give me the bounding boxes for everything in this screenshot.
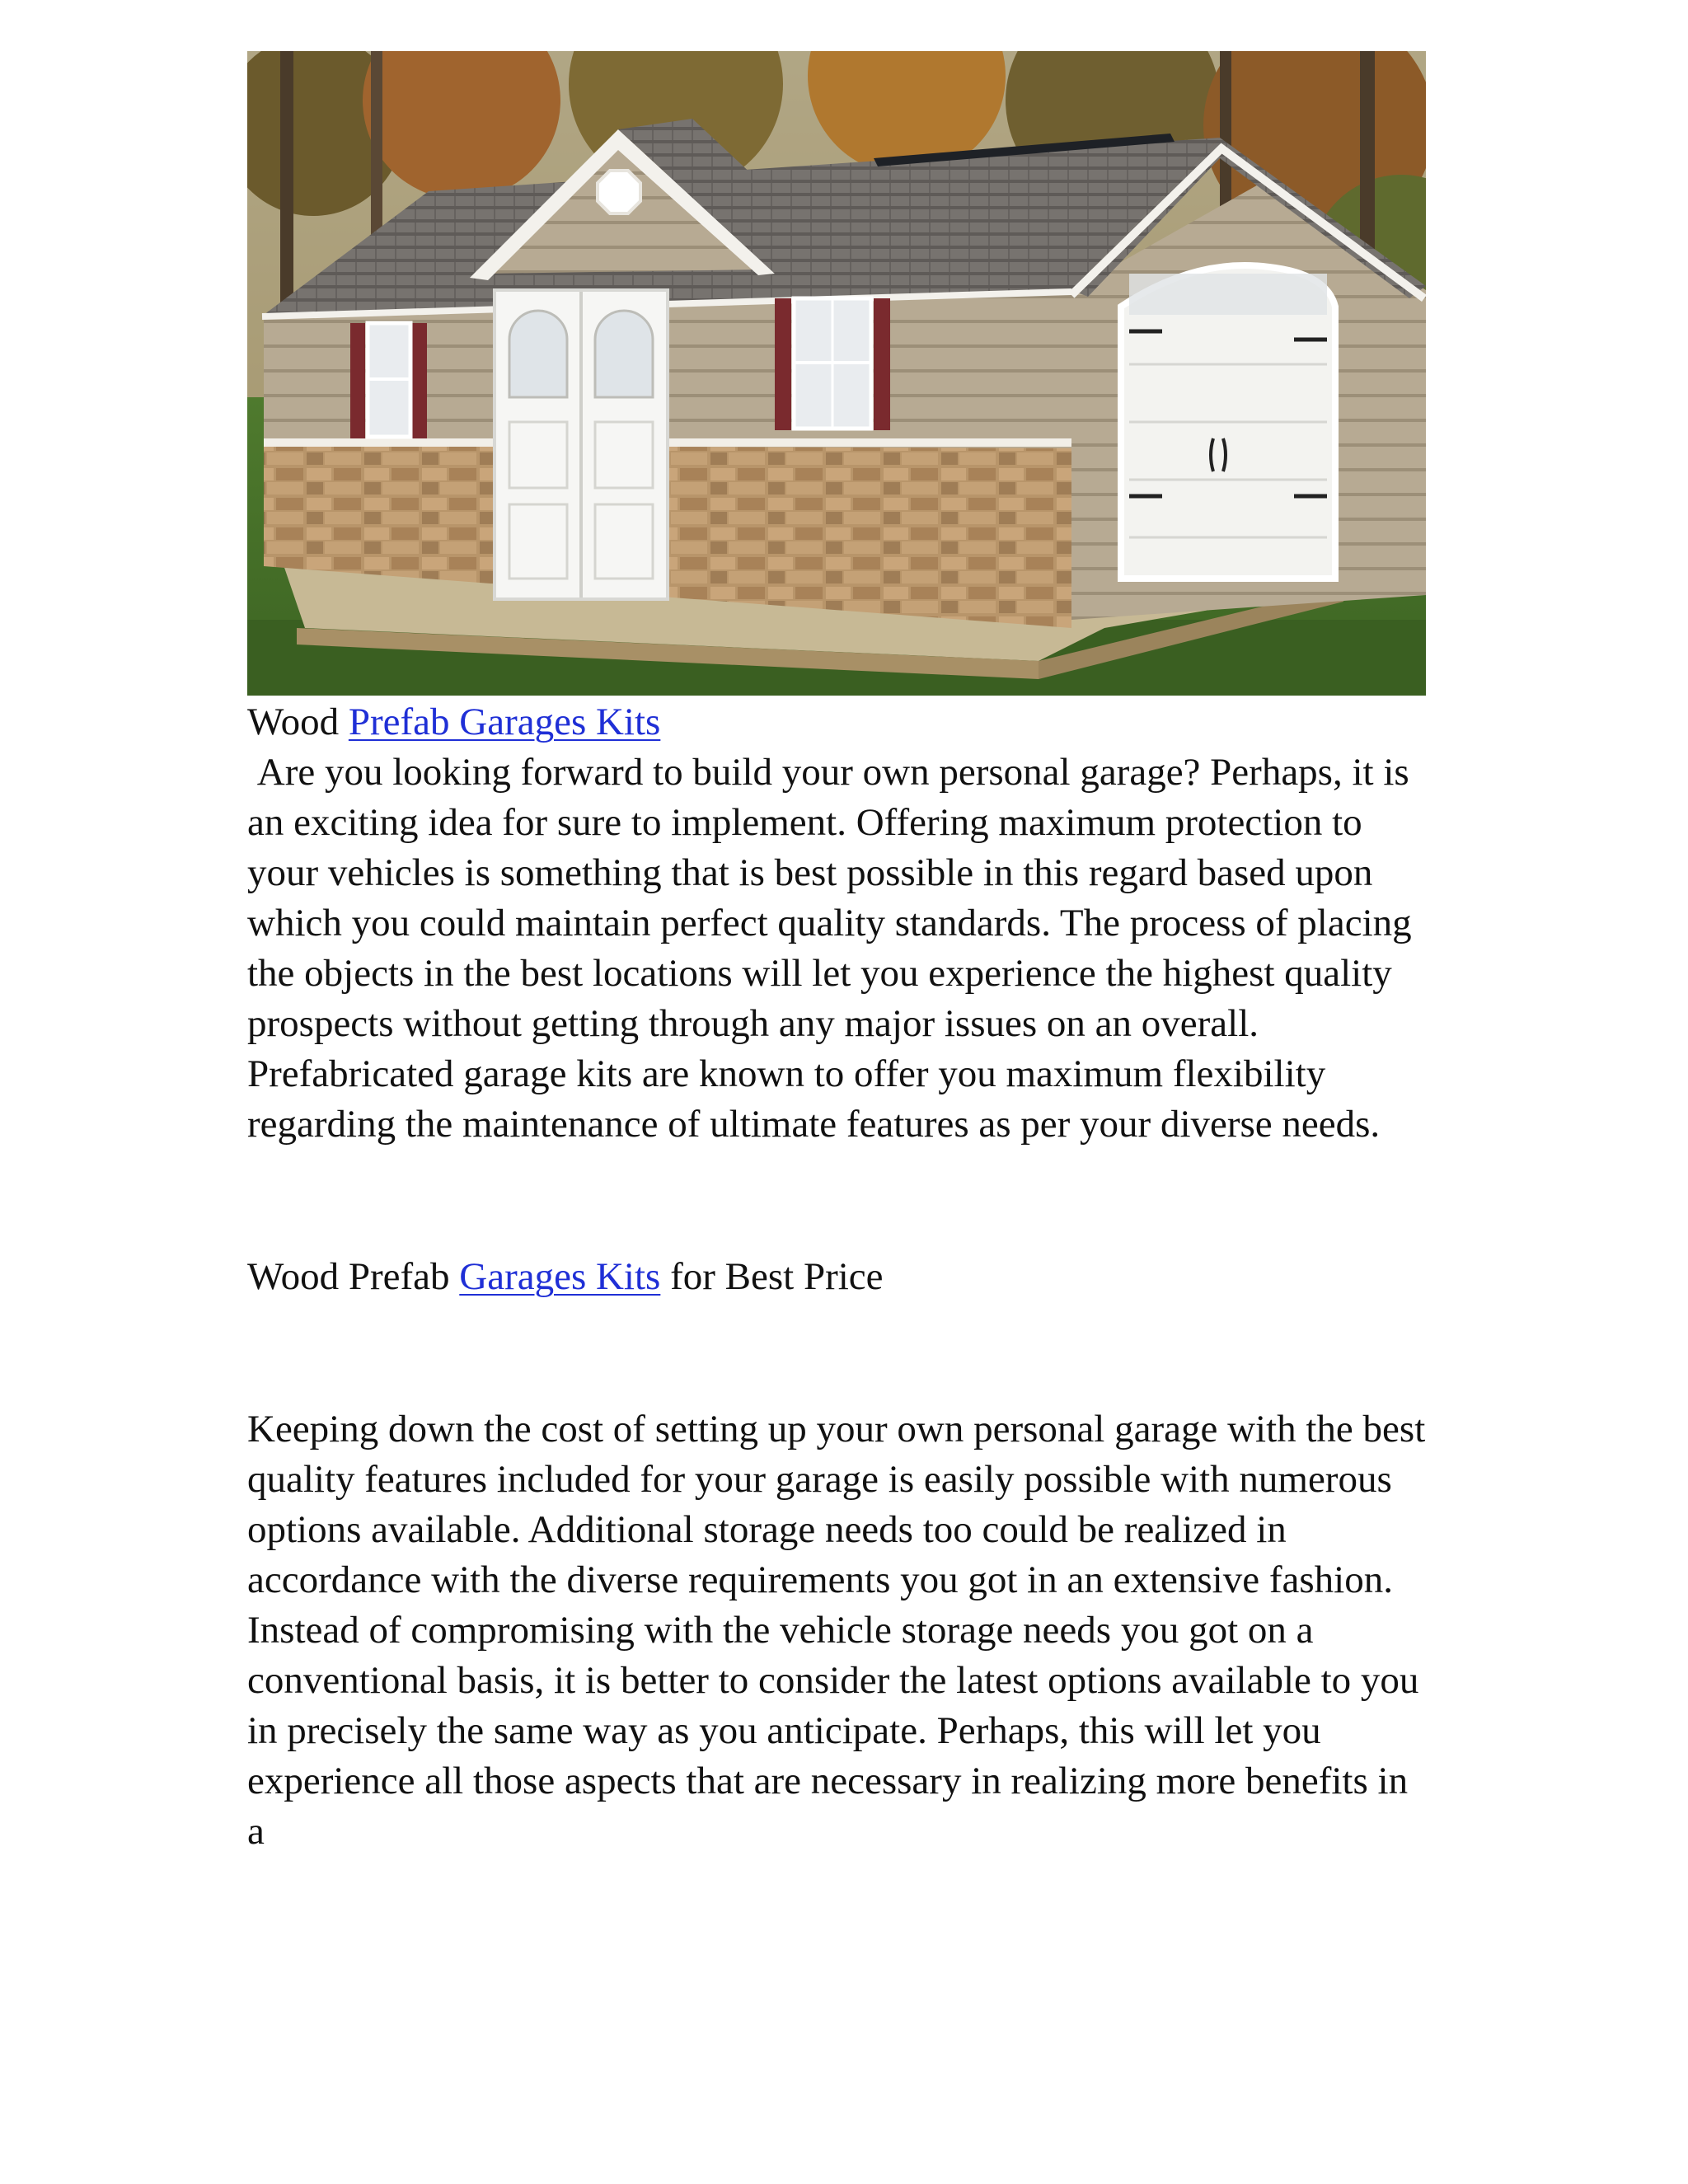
intro-paragraph: Are you looking forward to build your own personal garage? Perhaps, it is an exciting idea for sure to implement. Offering maximum protection to your vehicles is something that is best possible in this regard based upon which you could maintain perfect quality standards. The process of placing the objects in the best locations will let you experience the highest quality prospects without getting through any major issues on an overall. Prefabricated garage kits are known to offer you maximum flexibility regarding the maintenance of ultimate features as per your diverse needs. xyxy=(247,751,1422,1146)
section-heading xyxy=(247,1252,1426,1302)
prefab-garages-kits-link[interactable]: Prefab Garages Kits xyxy=(348,701,661,743)
heading-suffix: for Best Price xyxy=(660,1255,884,1298)
garage-photo xyxy=(247,51,1426,696)
cost-paragraph: Keeping down the cost of setting up your own personal garage with the best quality features included for your garage is easily possible with numerous options available. Additional storage needs too could be realized in accordance with the diverse requirements you got in an extensive fashion. Instead of compromising with the vehicle storage needs you got on a conventional basis, it is better to consider the latest options available to you in precisely the same way as you anticipate. Perhaps, this will let you experience all those aspects that are necessary in realizing more benefits in a xyxy=(247,1408,1426,1853)
image-caption xyxy=(247,697,1426,748)
garages-kits-link[interactable]: Garages Kits xyxy=(459,1255,661,1298)
document-page xyxy=(247,51,1426,1857)
caption-prefix: Wood xyxy=(247,701,349,743)
heading-prefix: Wood Prefab xyxy=(247,1255,460,1298)
